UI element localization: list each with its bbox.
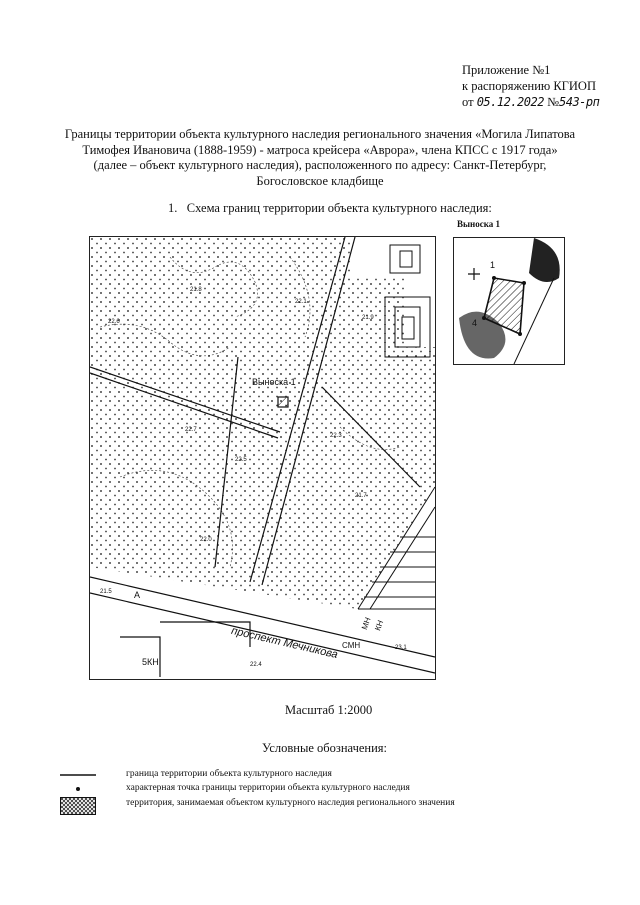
smn-label: СМН: [342, 641, 361, 650]
inset-point-4: 4: [472, 318, 478, 328]
elevation-3: 21.9: [362, 315, 374, 321]
legend-title: Условные обозначения:: [262, 741, 388, 755]
appendix-header: [462, 62, 599, 110]
inset-dark-area: [529, 238, 560, 282]
elevation-5: 22.5: [235, 457, 247, 463]
map-drawing: [90, 237, 435, 679]
title-line4: Богословское кладбище: [256, 173, 384, 188]
section-text: Схема границ территории объекта культурного наследия:: [186, 201, 492, 215]
legend-text-point: характерная точка границы территории объекта культурного наследия: [126, 783, 410, 793]
title-line1: Границы территории объекта культурного наследия регионального значения «Могила Липатова: [64, 127, 576, 141]
map-callout-label: Выноска 1: [252, 377, 296, 387]
legend-item-boundary: [60, 768, 620, 782]
legend-item-point: [60, 782, 620, 796]
section-number: 1.: [168, 201, 178, 215]
section-heading: [168, 201, 492, 216]
elevation-1: 21.8: [190, 287, 202, 293]
legend-text-territory: территория, занимаемая объектом культурного наследия регионального значения: [126, 798, 455, 808]
crosshatch-icon: [60, 797, 96, 815]
title-line2: Тимофея Ивановича (1888-1959) - матроса крейсера «Аврора», члена КПСС с 1917 года»: [82, 142, 558, 157]
elevation-12: 22.4: [250, 662, 262, 668]
elevation-9: 22.6: [108, 319, 120, 325]
mn-label: МН: [359, 616, 373, 631]
legend-item-territory: [60, 797, 620, 815]
cemetery-area: [90, 237, 435, 609]
object-marker: [278, 397, 288, 407]
street-label: проспект Мечникова: [230, 624, 339, 662]
appendix-line2: к распоряжению КГИОП: [462, 79, 596, 93]
inset-map: [453, 237, 565, 365]
inset-cross-icon: [468, 268, 480, 280]
elevation-4: 22.7: [185, 427, 197, 433]
elevation-10: 21.5: [100, 589, 112, 595]
letter-a-label: А: [134, 590, 141, 600]
date-value: 05.12.2022: [476, 95, 544, 109]
boundary-map: [89, 236, 436, 680]
appendix-line1: Приложение №1: [462, 63, 551, 77]
building-label: 5КН: [142, 657, 159, 667]
elevation-2: 22.1: [295, 299, 307, 305]
date-prefix: от: [462, 95, 474, 109]
number-value: 543-рп: [559, 95, 600, 109]
elevation-8: 22.0: [200, 537, 212, 543]
title-line3: (далее – объект культурного наследия), расположенного по адресу: Санкт-Петербург,: [93, 158, 547, 172]
number-prefix: №: [547, 95, 559, 109]
inset-drawing: [454, 238, 564, 364]
elevation-7: 21.7: [355, 493, 367, 499]
point-4-dot: [482, 316, 486, 320]
elevation-11: 23.1: [395, 645, 407, 651]
line-icon: [60, 768, 96, 782]
inset-title: Выноска 1: [457, 219, 501, 229]
document-title: [40, 127, 600, 189]
scale-text: Масштаб 1:2000: [285, 703, 373, 717]
dot-icon: [60, 782, 96, 796]
appendix-date-line: [462, 94, 599, 110]
legend-text-boundary: граница территории объекта культурного наследия: [126, 769, 332, 779]
inset-point-1: 1: [490, 260, 496, 270]
elevation-6: 22.3: [330, 433, 342, 439]
kn-label: КН: [373, 619, 386, 632]
point-1-dot: [492, 276, 496, 280]
